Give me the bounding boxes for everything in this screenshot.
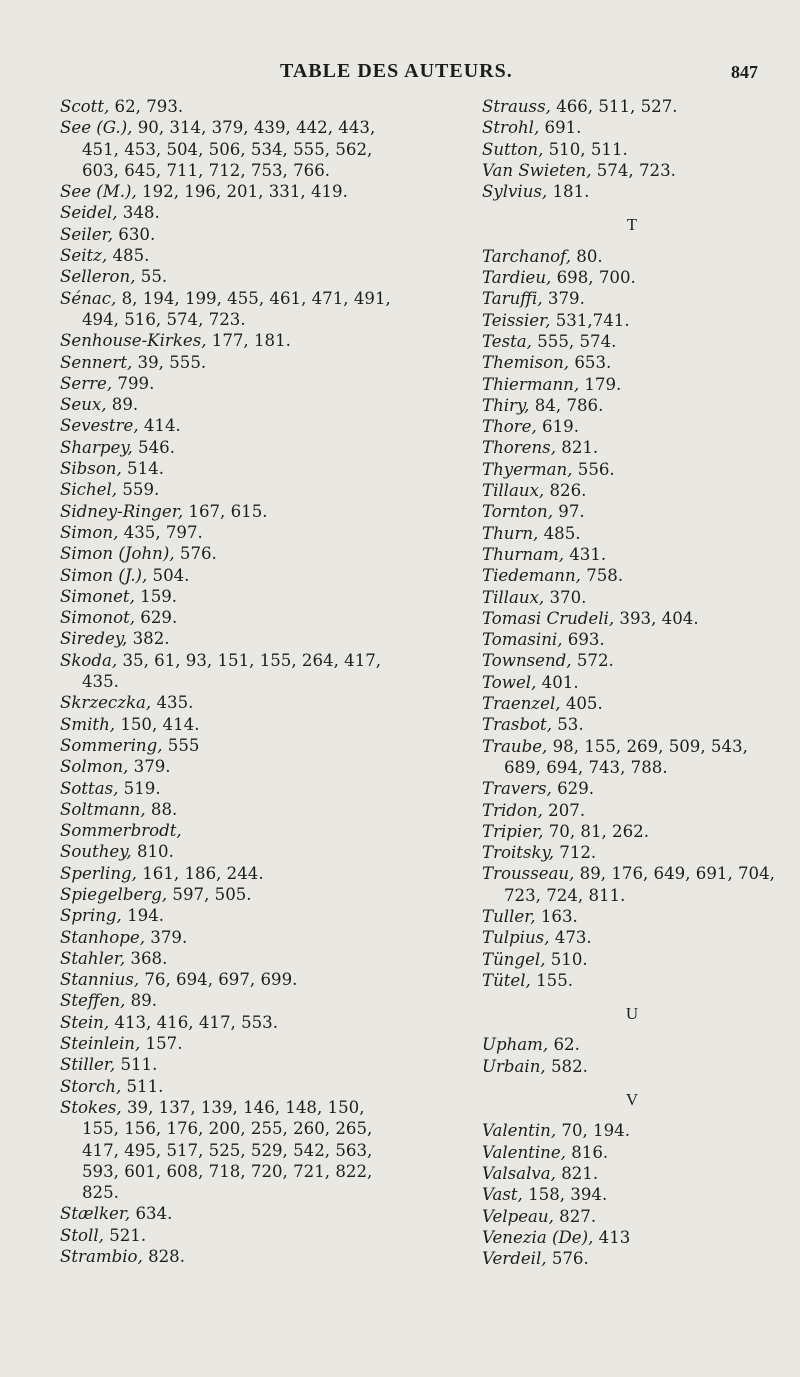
page-references: 39, 137, 139, 146, 148, 150, 155, 156, 176, 200, 255, 260, 265, 417, 495, 517, 525, 529, 542, 563, 593, 601, 608, 718, 720, 721, 822, 825. xyxy=(82,1097,373,1203)
author-name: Travers, xyxy=(482,779,552,799)
author-name: Simon (John), xyxy=(60,544,175,564)
author-name: Sottas, xyxy=(60,778,119,798)
author-name: Skoda, xyxy=(60,650,118,670)
page-references: 485. xyxy=(107,246,150,266)
author-name: Valentine, xyxy=(482,1142,566,1162)
page-references: 504. xyxy=(147,565,190,585)
author-name: Thorens, xyxy=(482,438,556,458)
author-name: Scott, xyxy=(60,97,110,116)
page-references: 370. xyxy=(544,587,587,607)
index-entry xyxy=(482,437,782,458)
page-references: 546. xyxy=(132,437,176,457)
author-name: Thurn, xyxy=(482,523,539,543)
author-name: Tridon, xyxy=(482,800,543,820)
author-name: Solmon, xyxy=(60,757,129,777)
index-entry xyxy=(482,117,782,138)
index-entry xyxy=(482,629,782,650)
index-entry xyxy=(60,1203,400,1224)
page-references: 510, 511. xyxy=(543,139,628,159)
index-entry xyxy=(482,267,782,288)
index-entry xyxy=(482,1184,782,1205)
author-name: Tulpius, xyxy=(482,928,550,948)
index-entry xyxy=(60,820,400,841)
page-references: 157. xyxy=(140,1034,183,1054)
page-references: 35, 61, 93, 151, 155, 264, 417, 435. xyxy=(82,650,382,692)
page-references: 194. xyxy=(121,906,165,926)
page-references: 572. xyxy=(571,651,614,671)
author-name: Simon, xyxy=(60,522,119,542)
index-entry xyxy=(482,949,782,970)
page-references: 53. xyxy=(551,715,584,735)
author-name: Spiegelberg, xyxy=(60,884,168,904)
author-name: Thyerman, xyxy=(482,459,573,479)
index-entry xyxy=(482,1163,782,1184)
author-name: Tomasi Crudeli, xyxy=(482,608,615,628)
page-references: 712. xyxy=(553,843,597,863)
index-entry xyxy=(482,160,782,181)
author-name: Seidel, xyxy=(60,203,118,223)
index-entry xyxy=(60,990,400,1011)
index-entry xyxy=(60,373,400,394)
author-name: Tomasini, xyxy=(482,630,563,650)
author-name: Thore, xyxy=(482,417,537,437)
index-entry xyxy=(60,841,400,862)
author-name: Simonet, xyxy=(60,586,135,606)
author-name: See (G.), xyxy=(60,118,133,138)
index-entry xyxy=(482,906,782,927)
author-name: Taruffi, xyxy=(482,289,543,309)
page-references: 629. xyxy=(551,779,595,799)
index-entry xyxy=(482,1227,782,1248)
author-name: Thurnam, xyxy=(482,544,564,564)
page-references: 84, 786. xyxy=(529,395,604,415)
page-references: 155. xyxy=(530,970,574,990)
index-entry xyxy=(60,1225,400,1246)
index-entry xyxy=(482,714,782,735)
index-entry xyxy=(482,565,782,586)
page-references: 76, 694, 697, 699. xyxy=(139,970,298,990)
index-entry xyxy=(482,331,782,352)
index-entry xyxy=(482,1034,782,1055)
v-entries-list xyxy=(482,1120,782,1269)
index-entry xyxy=(60,735,400,756)
page-references: 485. xyxy=(538,523,581,543)
index-entry xyxy=(60,756,400,777)
author-name: Stokes, xyxy=(60,1097,122,1117)
author-name: Testa, xyxy=(482,331,532,351)
index-entry xyxy=(60,607,400,628)
page-references: 698, 700. xyxy=(551,268,636,288)
index-entry xyxy=(60,948,400,969)
page-references: 435. xyxy=(151,693,194,713)
index-entry xyxy=(60,352,400,373)
page-references: 90, 314, 379, 439, 442, 443, 451, 453, 504, 506, 534, 555, 562, 603, 645, 711, 712, 753, 766. xyxy=(82,118,376,180)
author-name: Tarchanof, xyxy=(482,246,571,266)
index-entry xyxy=(60,266,400,287)
author-name: Sharpey, xyxy=(60,437,133,457)
page-references: 181. xyxy=(547,182,590,202)
index-entry xyxy=(60,245,400,266)
index-entry xyxy=(482,96,782,117)
page-references: 473. xyxy=(549,928,592,948)
index-entry xyxy=(482,1142,782,1163)
page-references: 413 xyxy=(593,1227,631,1247)
index-entry xyxy=(60,863,400,884)
author-name: Seiler, xyxy=(60,224,114,244)
index-entry xyxy=(60,905,400,926)
index-entry xyxy=(60,415,400,436)
author-name: Serre, xyxy=(60,373,113,393)
index-entry xyxy=(60,181,400,202)
index-entry xyxy=(60,479,400,500)
index-entry xyxy=(482,842,782,863)
t-entries-list xyxy=(482,246,782,991)
author-name: Tillaux, xyxy=(482,481,545,501)
page-references: 89. xyxy=(125,991,158,1011)
page-references: 159. xyxy=(134,586,178,606)
page-references: 70, 81, 262. xyxy=(543,821,650,841)
u-entries-list xyxy=(482,1034,782,1077)
index-entry xyxy=(482,352,782,373)
index-entry xyxy=(482,1206,782,1227)
page-references: 150, 414. xyxy=(115,714,200,734)
index-entry xyxy=(482,863,782,906)
author-name: Selleron, xyxy=(60,267,136,287)
author-name: Sommerbrodt, xyxy=(60,821,182,841)
author-name: Storch, xyxy=(60,1076,122,1096)
s-continuation-list xyxy=(482,96,782,202)
page-references: 758. xyxy=(580,566,624,586)
author-name: Urbain, xyxy=(482,1056,546,1076)
section-letter-t: T xyxy=(626,215,638,235)
author-name: Troitsky, xyxy=(482,843,554,863)
index-entry xyxy=(482,1056,782,1077)
author-name: Teissier, xyxy=(482,310,551,330)
page-references: 828. xyxy=(142,1247,186,1267)
page-references: 393, 404. xyxy=(614,608,699,628)
page-references: 89, 176, 649, 691, 704, 723, 724, 811. xyxy=(504,864,775,905)
author-name: Smith, xyxy=(60,714,116,734)
page-references: 431. xyxy=(563,544,607,564)
page-references: 827. xyxy=(553,1206,597,1226)
author-name: Soltmann, xyxy=(60,799,146,819)
page-references: 514. xyxy=(121,459,164,479)
author-name: Trasbot, xyxy=(482,715,552,735)
author-name: Strambio, xyxy=(60,1247,143,1267)
author-name: Thiry, xyxy=(482,395,530,415)
page-references: 555 xyxy=(162,735,200,755)
index-entry xyxy=(60,96,400,117)
page-references: 192, 196, 201, 331, 419. xyxy=(136,182,348,202)
author-name: Stælker, xyxy=(60,1204,131,1224)
author-name: Vast, xyxy=(482,1185,523,1205)
index-entry xyxy=(60,969,400,990)
page-references: 555, 574. xyxy=(531,331,617,351)
index-entry xyxy=(482,395,782,416)
page-references: 379. xyxy=(128,757,171,777)
index-entry xyxy=(482,310,782,331)
page-references: 405. xyxy=(560,694,603,714)
index-entry xyxy=(482,927,782,948)
page-references: 521. xyxy=(103,1225,147,1245)
author-name: Sidney-Ringer, xyxy=(60,501,184,521)
page-references: 62, 793. xyxy=(109,97,184,116)
author-name: Stein, xyxy=(60,1012,110,1032)
author-name: Strauss, xyxy=(482,97,551,116)
index-entry xyxy=(482,459,782,480)
author-name: Simon (J.), xyxy=(60,565,148,585)
page-references: 799. xyxy=(112,373,155,393)
author-name: Tütel, xyxy=(482,970,531,990)
index-entry xyxy=(482,778,782,799)
index-entry xyxy=(60,927,400,948)
page-references: 826. xyxy=(544,481,587,501)
page-references: 413, 416, 417, 553. xyxy=(109,1012,279,1032)
author-name: Tardieu, xyxy=(482,268,552,288)
index-entry xyxy=(60,1012,400,1033)
author-name: Stahler, xyxy=(60,948,126,968)
index-entry xyxy=(482,587,782,608)
index-entry xyxy=(60,692,400,713)
page-references: 177, 181. xyxy=(206,331,291,351)
page-references: 98, 155, 269, 509, 543, 689, 694, 743, 788. xyxy=(504,736,748,777)
index-entry xyxy=(60,437,400,458)
index-entry xyxy=(482,246,782,267)
author-name: Sennert, xyxy=(60,352,133,372)
author-name: See (M.), xyxy=(60,182,137,202)
author-name: Sibson, xyxy=(60,459,122,479)
author-name: Velpeau, xyxy=(482,1206,554,1226)
page-references: 167, 615. xyxy=(183,501,268,521)
author-name: Sperling, xyxy=(60,863,137,883)
page-references: 629. xyxy=(135,608,178,628)
author-name: Southey, xyxy=(60,842,132,862)
index-entry xyxy=(60,543,400,564)
page-references: 511. xyxy=(121,1076,164,1096)
index-entry xyxy=(60,778,400,799)
index-entry xyxy=(482,821,782,842)
page-references: 379. xyxy=(542,289,585,309)
author-name: Themison, xyxy=(482,353,570,373)
page-references: 368. xyxy=(125,948,168,968)
author-name: Tripier, xyxy=(482,821,544,841)
author-name: Tuller, xyxy=(482,906,536,926)
index-entry xyxy=(60,884,400,905)
index-entry xyxy=(60,714,400,735)
page-references: 89. xyxy=(106,395,139,415)
author-name: Steinlein, xyxy=(60,1034,141,1054)
page-references: 179. xyxy=(579,374,622,394)
index-entry xyxy=(60,202,400,223)
page-references: 630. xyxy=(113,224,156,244)
author-name: Sutton, xyxy=(482,139,544,159)
index-entry xyxy=(482,693,782,714)
index-entry xyxy=(60,330,400,351)
page-references: 348. xyxy=(117,203,160,223)
page-references: 519. xyxy=(118,778,161,798)
index-entry xyxy=(482,523,782,544)
index-entry xyxy=(482,608,782,629)
page-references: 576. xyxy=(174,544,217,564)
page-references: 556. xyxy=(572,459,615,479)
page-references: 511. xyxy=(115,1055,158,1075)
author-name: Venezia (De), xyxy=(482,1227,594,1247)
section-letter-v: V xyxy=(625,1090,639,1110)
page-references: 619. xyxy=(536,417,580,437)
page-references: 435, 797. xyxy=(118,522,203,542)
author-name: Sylvius, xyxy=(482,182,548,202)
author-name: Sommering, xyxy=(60,735,163,755)
author-name: Stannius, xyxy=(60,970,140,990)
page-references: 158, 394. xyxy=(522,1185,608,1205)
index-entry xyxy=(482,672,782,693)
author-name: Trousseau, xyxy=(482,864,575,884)
author-name: Sevestre, xyxy=(60,416,139,436)
index-entry xyxy=(482,480,782,501)
index-entry xyxy=(482,650,782,671)
author-name: Spring, xyxy=(60,906,122,926)
page-references: 510. xyxy=(545,949,588,969)
index-entry xyxy=(482,544,782,565)
author-name: Senhouse-Kirkes, xyxy=(60,331,207,351)
author-name: Townsend, xyxy=(482,651,572,671)
page-references: 576. xyxy=(546,1249,589,1269)
page-references: 163. xyxy=(535,906,578,926)
index-entry xyxy=(60,565,400,586)
author-name: Stiller, xyxy=(60,1055,116,1075)
page-references: 88. xyxy=(145,799,178,819)
index-entry xyxy=(482,288,782,309)
author-name: Stanhope, xyxy=(60,927,146,947)
index-entry xyxy=(60,288,400,331)
index-entry xyxy=(482,374,782,395)
index-entry xyxy=(60,1033,400,1054)
index-entry xyxy=(60,394,400,415)
page-references: 414. xyxy=(138,416,181,436)
page-references: 379. xyxy=(145,927,188,947)
page-references: 62. xyxy=(548,1035,580,1055)
page-references: 634. xyxy=(130,1204,173,1224)
index-entry xyxy=(482,1120,782,1141)
author-name: Tornton, xyxy=(482,502,554,522)
author-name: Tüngel, xyxy=(482,949,546,969)
author-name: Valsalva, xyxy=(482,1163,556,1183)
page-references: 401. xyxy=(536,672,579,692)
index-entry xyxy=(60,501,400,522)
index-entry xyxy=(60,799,400,820)
page-references: 810. xyxy=(131,842,174,862)
author-name: Verdeil, xyxy=(482,1249,547,1269)
section-letter-u: U xyxy=(625,1004,639,1024)
author-name: Tillaux, xyxy=(482,587,545,607)
author-name: Tiedemann, xyxy=(482,566,581,586)
page-references: 821. xyxy=(555,1163,599,1183)
index-entry xyxy=(60,1097,400,1203)
author-name: Sichel, xyxy=(60,480,118,500)
author-name: Towel, xyxy=(482,672,537,692)
page-references: 574, 723. xyxy=(591,160,676,180)
page-references: 816. xyxy=(565,1142,609,1162)
author-name: Skrzeczka, xyxy=(60,693,152,713)
page-references: 55. xyxy=(135,267,168,287)
index-entry xyxy=(60,650,400,693)
page-references: 597, 505. xyxy=(167,884,252,904)
page-references: 653. xyxy=(569,353,612,373)
index-entry xyxy=(60,1076,400,1097)
index-entry xyxy=(482,800,782,821)
page-references: 382. xyxy=(127,629,170,649)
index-entry xyxy=(482,501,782,522)
index-entry xyxy=(482,416,782,437)
index-entry xyxy=(60,117,400,181)
page-references: 8, 194, 199, 455, 461, 471, 491, 494, 516, 574, 723. xyxy=(82,288,391,329)
page-references: 531,741. xyxy=(550,310,630,330)
author-name: Van Swieten, xyxy=(482,160,592,180)
author-name: Valentin, xyxy=(482,1121,557,1141)
page-references: 39, 555. xyxy=(132,352,207,372)
page-number: 847 xyxy=(731,62,758,82)
index-entry xyxy=(60,224,400,245)
author-name: Simonot, xyxy=(60,608,136,628)
author-name: Steffen, xyxy=(60,991,126,1011)
author-name: Upham, xyxy=(482,1035,549,1055)
index-entry xyxy=(60,1246,400,1267)
running-head: TABLE DES AUTEURS. xyxy=(280,60,513,82)
author-name: Strohl, xyxy=(482,118,540,138)
index-entry xyxy=(60,628,400,649)
index-entry xyxy=(60,522,400,543)
index-entry xyxy=(482,139,782,160)
index-entry xyxy=(60,586,400,607)
index-entry xyxy=(482,1248,782,1269)
page-references: 691. xyxy=(539,118,582,138)
author-name: Traube, xyxy=(482,736,548,756)
page-references: 161, 186, 244. xyxy=(136,863,264,883)
page-references: 559. xyxy=(117,480,160,500)
author-name: Seux, xyxy=(60,395,107,415)
page-references: 466, 511, 527. xyxy=(550,97,678,116)
author-name: Seitz, xyxy=(60,246,108,266)
page-references: 70, 194. xyxy=(556,1121,630,1141)
author-name: Traenzel, xyxy=(482,694,561,714)
author-name: Sénac, xyxy=(60,288,117,308)
page-references: 693. xyxy=(562,630,605,650)
left-column xyxy=(60,96,400,1267)
author-name: Thiermann, xyxy=(482,374,580,394)
index-entry xyxy=(482,736,782,779)
page-references: 582. xyxy=(545,1056,588,1076)
index-entry xyxy=(60,458,400,479)
right-column xyxy=(482,96,782,1269)
page-references: 821. xyxy=(555,438,599,458)
author-name: Siredey, xyxy=(60,629,128,649)
page-references: 207. xyxy=(542,800,586,820)
index-entry xyxy=(482,970,782,991)
page-references: 80. xyxy=(570,246,603,266)
page-references: 97. xyxy=(553,502,585,522)
author-name: Stoll, xyxy=(60,1225,104,1245)
index-entry xyxy=(482,181,782,202)
index-entry xyxy=(60,1054,400,1075)
